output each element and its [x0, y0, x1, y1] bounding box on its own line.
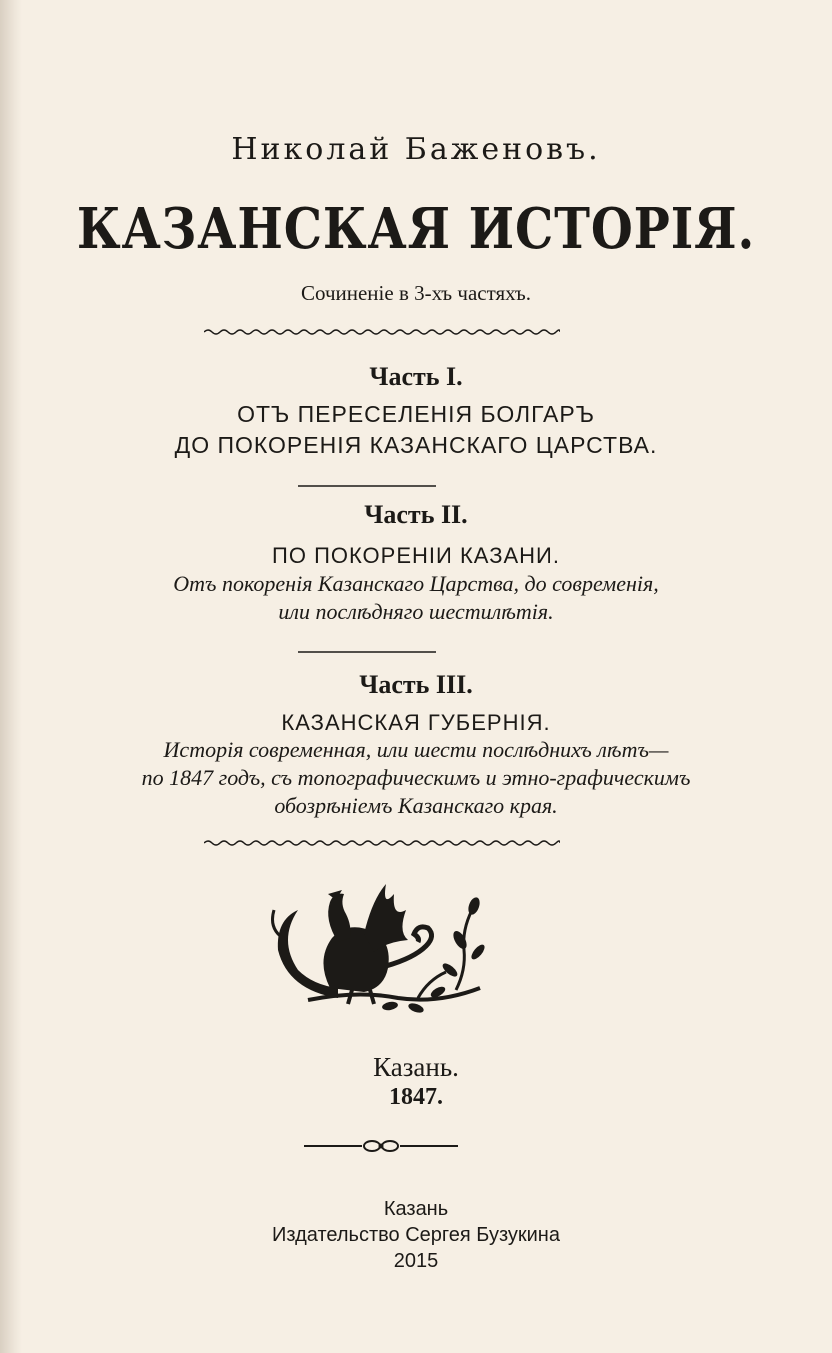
publisher-name: Издательство Сергея Бузукина [272, 1224, 560, 1246]
publisher-year: 2015 [393, 1250, 439, 1272]
author-name: Николай Баженовъ. [231, 132, 601, 167]
part-1-line-2: ДО ПОКОРЕНІЯ КАЗАНСКАГО ЦАРСТВА. [174, 432, 658, 458]
short-rule-divider [298, 479, 436, 493]
wavy-rule-divider [204, 836, 560, 850]
part-3-line-3: по 1847 годъ, съ топографическимъ и этно-графическимъ [141, 765, 691, 790]
imprint-place: Казань. [373, 1052, 459, 1082]
part-2-line-1: ПО ПОКОРЕНІИ КАЗАНИ. [272, 543, 560, 568]
part-2-line-2: Отъ покоренія Казанскаго Царства, до современія, [173, 571, 659, 596]
wavy-rule-divider [204, 325, 560, 339]
part-1-line-1: ОТЪ ПЕРЕСЕЛЕНІЯ БОЛГАРЪ [237, 401, 595, 427]
imprint-year: 1847. [389, 1084, 443, 1110]
part-2-heading: Часть II. [364, 500, 468, 529]
part-3-line-1: КАЗАНСКАЯ ГУБЕРНІЯ. [281, 710, 551, 735]
publisher-place: Казань [383, 1198, 449, 1220]
part-1-heading: Часть I. [369, 362, 463, 391]
part-3-heading: Часть III. [359, 670, 473, 699]
part-3-line-4: обозрѣніемъ Казанскаго края. [274, 793, 558, 818]
part-2-line-3: или послѣдняго шестилѣтія. [278, 599, 554, 624]
book-subtitle: Сочиненіе в 3-хъ частяхъ. [300, 281, 531, 305]
divider-ornament-icon [304, 1136, 458, 1156]
short-rule-divider [298, 645, 436, 659]
book-title: КАЗАНСКАЯ ИСТОРІЯ. [76, 196, 756, 262]
part-3-line-2: Исторія современная, или шести послѣднихъ лѣтъ— [163, 737, 669, 762]
dragon-zilant-emblem-icon [268, 880, 494, 1020]
